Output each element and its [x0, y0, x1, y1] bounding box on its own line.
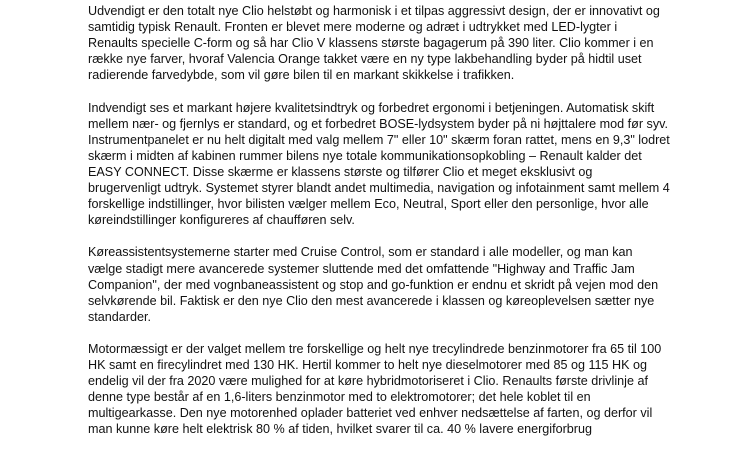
text-line: endelig vil der fra 2020 være mulighed for at køre hybridmotoriseret i Clio. Renaults første drivlinje af — [88, 374, 648, 389]
paragraph-driver-assist — [88, 244, 688, 324]
text-line: Udvendigt er den totalt nye Clio helstøbt og harmonisk i et tilpas aggressivt design, der er innovativt og — [88, 4, 660, 18]
text-line: Renaults specielle C-form og så har Clio V klassens største bagagerum på 390 liter. Clio kommer i en — [88, 36, 654, 51]
text-line: EASY CONNECT. Disse skærme er klassens største og tilfører Clio et meget eksklusivt og — [88, 164, 593, 179]
text-line: mellem nær- og fjernlys er standard, og et forbedret BOSE-lydsystem byder på ni højttalere mod før syv. — [88, 116, 669, 131]
paragraph-engines — [88, 341, 688, 438]
text-line: selvkørende bil. Faktisk er den nye Clio den mest avancerede i klassen og køreoplevelsen sætter nye — [88, 293, 655, 308]
text-line: radierende farvedybde, som vil gøre bilen til en markant skikkelse i trafikken. — [88, 68, 515, 83]
text-line: samtidig typisk Renault. Fronten er blevet mere moderne og adræt i udtrykket med LED-lygter i — [88, 20, 618, 35]
text-line: Instrumentpanelet er nu helt digitalt med valg mellem 7" eller 10" skærm foran rattet, mens en 9,3" lodret — [88, 132, 670, 147]
text-line: skærm i midten af kabinen rummer bilens nye totale kommunikationsopkobling – Renault kalder det — [88, 148, 642, 163]
text-line: række nye farver, hvoraf Valencia Orange takket være en ny type lakbehandling byder på hidtil uset — [88, 52, 642, 67]
text-line: man kunne køre helt elektrisk 80 % af tiden, hvilket svarer til ca. 40 % lavere energiforbrug — [88, 422, 592, 437]
text-line: brugervenligt udtryk. Systemet styrer blandt andet multimedia, navigation og infotainment samt mellem 4 — [88, 181, 670, 196]
text-line: standarder. — [88, 309, 152, 324]
text-line: multigearkasse. Den nye motorenhed oplader batteriet ved enhver nedsættelse af farten, og derfor vil — [88, 406, 653, 421]
paragraph-exterior — [88, 3, 688, 83]
press-release-body — [88, 3, 688, 454]
text-line: køreindstillinger konfigureres af chaufføren selv. — [88, 213, 355, 228]
text-line: denne type består af en 1,6-liters benzinmotor med to elektromotorer; det hele koblet til en — [88, 390, 591, 405]
text-line: Indvendigt ses et markant højere kvalitetsindtryk og forbedret ergonomi i betjeningen. Automatisk skift — [88, 100, 655, 115]
text-line: Motormæssigt er der valget mellem tre forskellige og helt nye trecylindrede benzinmotorer fra 65 til 100 — [88, 341, 662, 356]
text-line: Køreassistentsystemerne starter med Cruise Control, som er standard i alle modeller, og man kan — [88, 245, 633, 260]
text-line: Companion", der med vognbaneassistent og stop and go-funktion er endnu et skridt på vejen mod den — [88, 277, 659, 292]
text-line: forskellige indstillinger, hvor bilisten vælger mellem Eco, Neutral, Sport eller den personlige, hvor alle — [88, 197, 649, 212]
paragraph-interior — [88, 100, 688, 229]
text-line: HK samt en firecylindret med 130 HK. Hertil kommer to helt nye dieselmotorer med 85 og 115 HK og — [88, 358, 648, 373]
text-line: vælge stadigt mere avancerede systemer sluttende med det omfattende "Highway and Traffic Jam — [88, 261, 635, 276]
